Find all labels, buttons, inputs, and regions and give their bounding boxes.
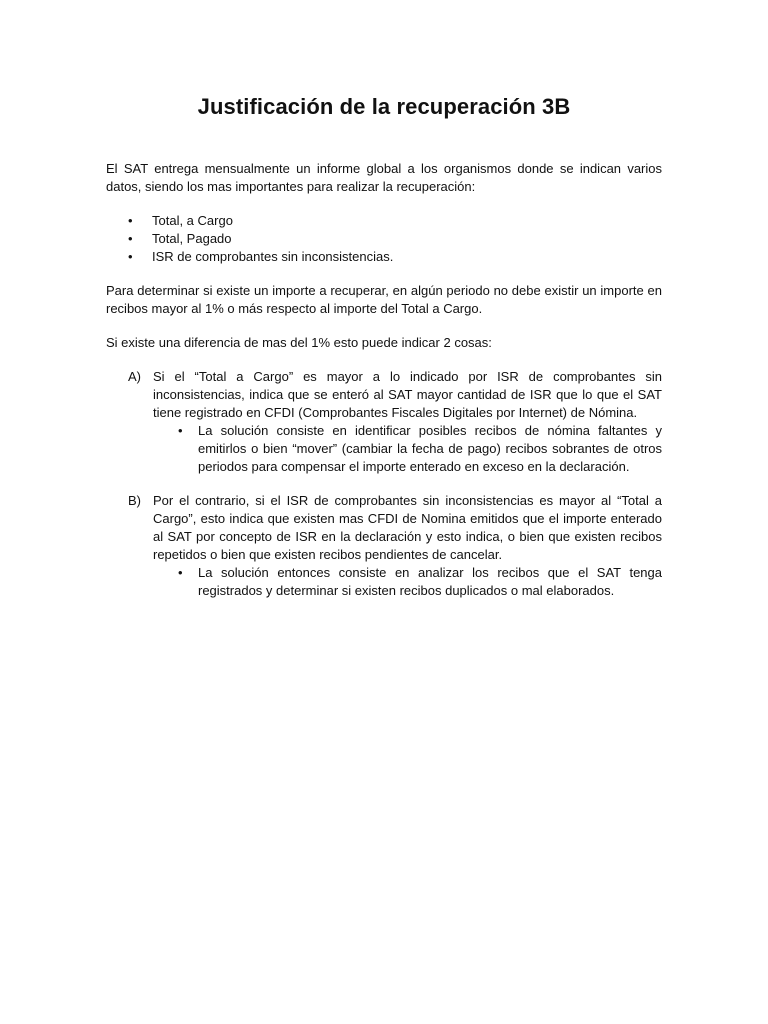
solution-item: • La solución entonces consiste en analizar los recibos que el SAT tenga registrados y determinar si existen recibos duplicados o mal elaborados.	[153, 564, 662, 600]
case-text: Por el contrario, si el ISR de comprobantes sin inconsistencias es mayor al “Total a Cargo”, esto indica que existen mas CFDI de Nomina emitidos que el importe enterado al SAT por concepto de ISR en la declaración y esto indica, o bien que existen recibos repetidos o bien que existen recibos pendientes de cancelar.	[153, 493, 662, 562]
case-text: Si el “Total a Cargo” es mayor a lo indicado por ISR de comprobantes sin inconsistencias, indica que se enteró al SAT mayor cantidad de ISR que lo que el SAT tiene registrado en CFDI (Comprobantes Fiscales Digitales por Internet) de Nómina.	[153, 369, 662, 420]
case-item-a	[106, 368, 662, 476]
difference-paragraph: Si existe una diferencia de mas del 1% esto puede indicar 2 cosas:	[106, 335, 492, 350]
data-items-list	[106, 212, 662, 266]
solution-list	[153, 422, 662, 476]
case-marker: A)	[128, 369, 141, 384]
list-item: • Total, a Cargo	[106, 212, 662, 230]
case-item-b	[106, 492, 662, 600]
document-title: Justificación de la recuperación 3B	[197, 94, 571, 119]
list-item: • ISR de comprobantes sin inconsistencias.	[106, 248, 662, 266]
intro-paragraph: El SAT entrega mensualmente un informe global a los organismos donde se indican varios datos, siendo los mas importantes para realizar la recuperación:	[106, 161, 662, 194]
cases-list	[106, 368, 662, 600]
solution-list	[153, 564, 662, 600]
determination-paragraph: Para determinar si existe un importe a recuperar, en algún periodo no debe existir un importe en recibos mayor al 1% o más respecto al importe del Total a Cargo.	[106, 283, 662, 316]
list-item: • Total, Pagado	[106, 230, 662, 248]
solution-item: • La solución consiste en identificar posibles recibos de nómina faltantes y emitirlos o bien “mover” (cambiar la fecha de pago) recibos sobrantes de otros periodos para compensar el importe enterado en exceso en la declaración.	[153, 422, 662, 476]
case-marker: B)	[128, 493, 141, 508]
